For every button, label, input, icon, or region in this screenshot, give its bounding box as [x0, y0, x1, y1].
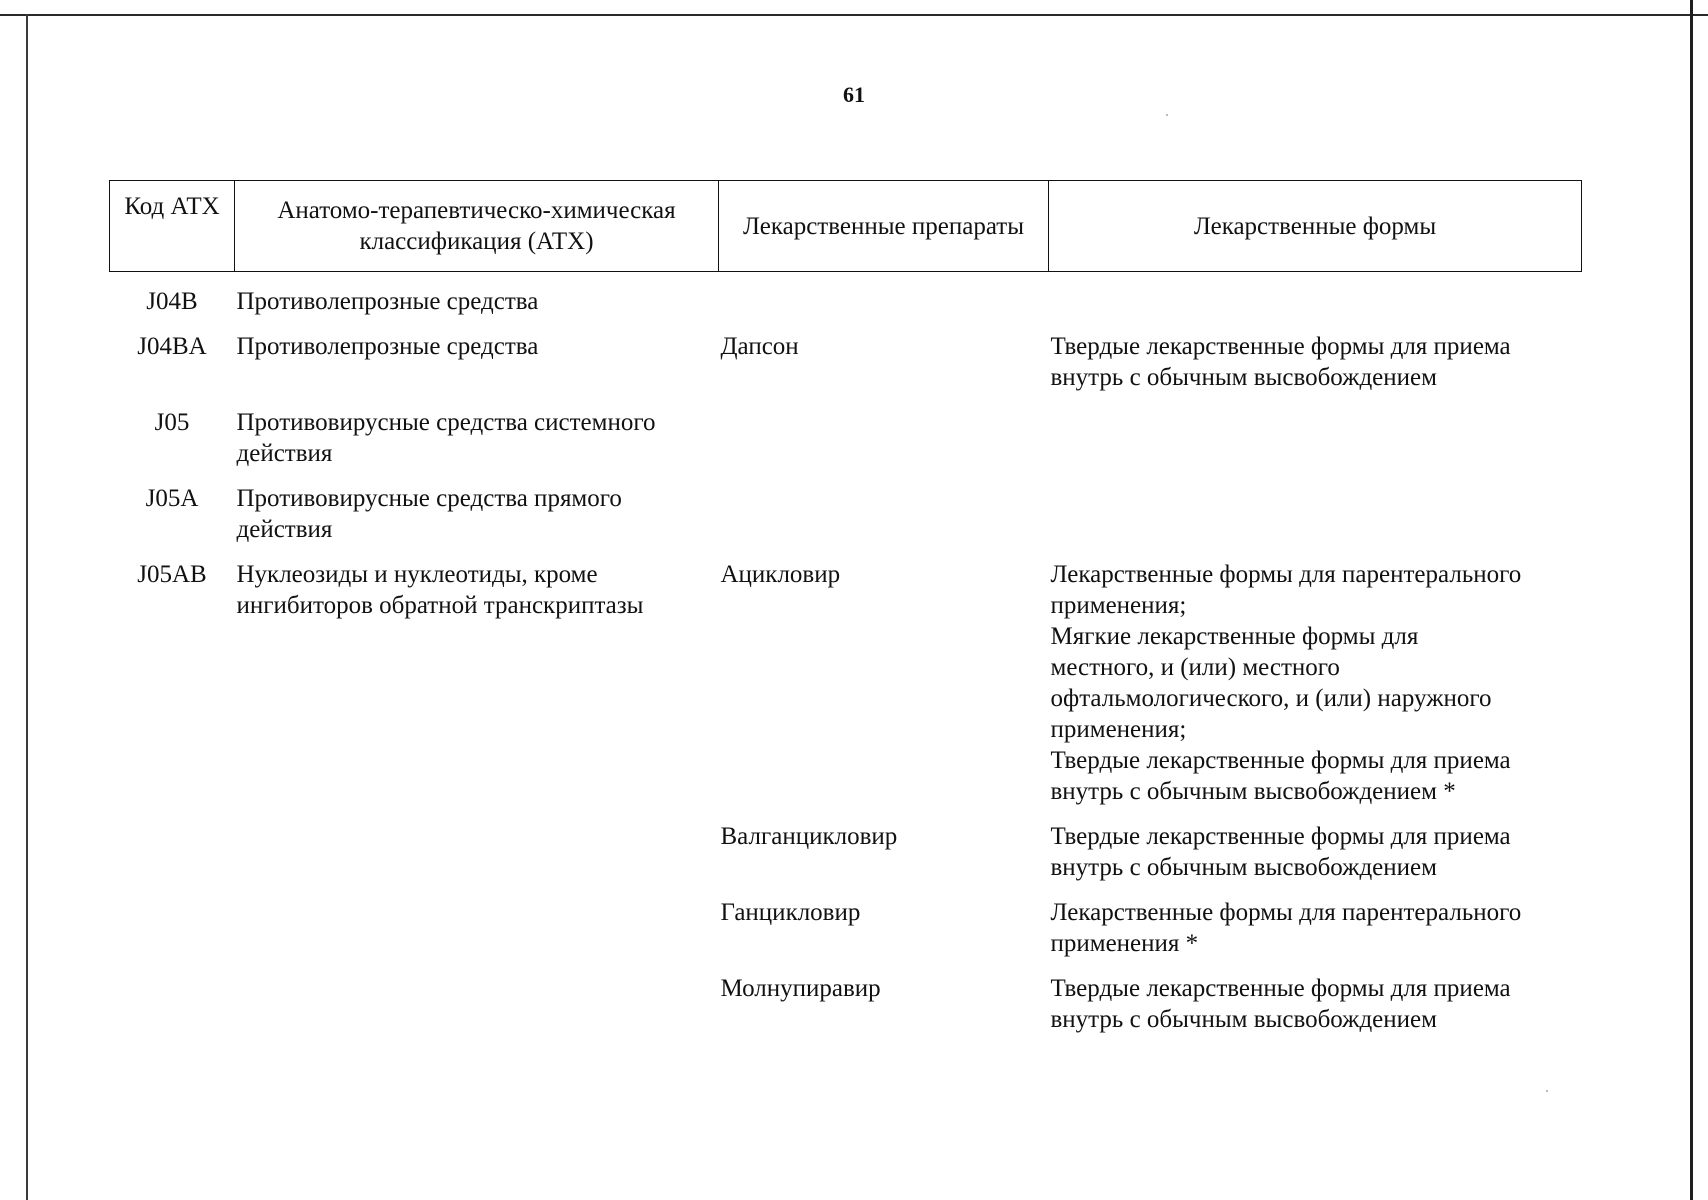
- row-spacer: [110, 469, 1582, 483]
- atc-code-cell: J05A: [145, 485, 199, 512]
- dosage-form-line: Твердые лекарственные формы для приема: [1050, 333, 1511, 360]
- row-spacer: [110, 807, 1582, 821]
- dosage-form-line: внутрь с обычным высвобождением: [1050, 1006, 1437, 1033]
- classification-cell: [235, 407, 719, 469]
- header-classification-line: Анатомо-терапевтическо-химическая: [277, 197, 676, 224]
- dosage-form-line: Твердые лекарственные формы для приема: [1050, 975, 1511, 1002]
- row-spacer-cell: [110, 393, 1582, 407]
- row-spacer: [110, 317, 1582, 331]
- drug-cell: Ацикловир: [720, 561, 841, 588]
- table-row: [110, 897, 1582, 959]
- dosage-form-line: применения;: [1050, 592, 1187, 619]
- row-spacer-cell: [110, 272, 1582, 287]
- dosage-form-line: Лекарственные формы для парентерального: [1050, 561, 1522, 588]
- atc-code-cell: [110, 897, 235, 959]
- header-classification-line: классификация (АТХ): [359, 228, 594, 255]
- classification-cell: [235, 331, 719, 393]
- dosage-form-cell: [1049, 407, 1582, 469]
- dosage-form-cell: [1049, 331, 1582, 393]
- dosage-form-line: внутрь с обычным высвобождением *: [1050, 778, 1456, 805]
- drug-cell: Молнупиравир: [720, 975, 881, 1002]
- table-row: [110, 973, 1582, 1035]
- row-spacer-cell: [110, 317, 1582, 331]
- classification-cell: [235, 973, 719, 1035]
- dosage-form-cell: [1049, 973, 1582, 1035]
- header-classification: [235, 181, 719, 272]
- dosage-form-cell: [1049, 821, 1582, 883]
- scan-top-edge: [0, 14, 1708, 16]
- drug-cell: Дапсон: [720, 333, 799, 360]
- row-spacer-cell: [110, 807, 1582, 821]
- dosage-form-line: внутрь с обычным высвобождением: [1050, 854, 1437, 881]
- atc-code-cell: J04BA: [137, 333, 207, 360]
- atc-code-cell: [110, 821, 235, 883]
- atc-code-cell: [110, 973, 235, 1035]
- row-spacer-cell: [110, 469, 1582, 483]
- classification-line: действия: [236, 516, 333, 543]
- row-spacer-cell: [110, 883, 1582, 897]
- atc-table: [109, 180, 1582, 1035]
- dosage-form-line: применения;: [1050, 716, 1187, 743]
- dosage-form-line: Лекарственные формы для парентерального: [1050, 899, 1522, 926]
- classification-line: Противовирусные средства прямого: [236, 485, 622, 512]
- scan-speck: [1166, 114, 1168, 116]
- table-body: [110, 272, 1582, 1036]
- dosage-form-cell: [1049, 897, 1582, 959]
- table-row: [110, 483, 1582, 545]
- table-row: [110, 821, 1582, 883]
- classification-cell: [235, 559, 719, 807]
- row-spacer-cell: [110, 545, 1582, 559]
- scan-left-edge: [26, 14, 28, 1200]
- dosage-form-line: Твердые лекарственные формы для приема: [1050, 823, 1511, 850]
- dosage-form-cell: [1049, 286, 1582, 317]
- header-code: Код АТХ: [110, 181, 235, 272]
- dosage-form-line: применения *: [1050, 930, 1199, 957]
- classification-line: ингибиторов обратной транскриптазы: [236, 592, 644, 619]
- row-spacer: [110, 393, 1582, 407]
- row-spacer: [110, 883, 1582, 897]
- row-spacer-cell: [110, 959, 1582, 973]
- classification-line: Нуклеозиды и нуклеотиды, кроме: [236, 561, 598, 588]
- drug-cell: [719, 483, 1049, 545]
- atc-code-cell: J04B: [146, 288, 198, 315]
- dosage-form-line: внутрь с обычным высвобождением: [1050, 364, 1437, 391]
- drug-cell: Ганцикловир: [720, 899, 861, 926]
- table-header-row: [110, 181, 1582, 272]
- table-row: [110, 331, 1582, 393]
- row-spacer: [110, 272, 1582, 287]
- page-number: 61: [843, 82, 865, 107]
- drug-cell: Валганцикловир: [720, 823, 898, 850]
- classification-line: Противолепрозные средства: [236, 288, 539, 315]
- atc-code-cell: J05AB: [137, 561, 207, 588]
- dosage-form-line: местного, и (или) местного: [1050, 654, 1340, 681]
- drug-cell: [719, 407, 1049, 469]
- classification-cell: [235, 483, 719, 545]
- header-forms: Лекарственные формы: [1049, 181, 1582, 272]
- scan-right-edge: [1690, 0, 1693, 1200]
- row-spacer: [110, 959, 1582, 973]
- atc-code-cell: J05: [154, 409, 190, 436]
- row-spacer: [110, 545, 1582, 559]
- classification-cell: [235, 897, 719, 959]
- classification-line: Противовирусные средства системного: [236, 409, 656, 436]
- classification-cell: [235, 286, 719, 317]
- table-row: [110, 407, 1582, 469]
- classification-line: действия: [236, 440, 333, 467]
- dosage-form-line: офтальмологического, и (или) наружного: [1050, 685, 1492, 712]
- classification-line: Противолепрозные средства: [236, 333, 539, 360]
- table-row: [110, 559, 1582, 807]
- dosage-form-cell: [1049, 483, 1582, 545]
- scan-speck: [1546, 1090, 1548, 1092]
- dosage-form-cell: [1049, 559, 1582, 807]
- dosage-form-line: Твердые лекарственные формы для приема: [1050, 747, 1511, 774]
- table-row: [110, 286, 1582, 317]
- header-drugs: Лекарственные препараты: [719, 181, 1049, 272]
- classification-cell: [235, 821, 719, 883]
- dosage-form-line: Мягкие лекарственные формы для: [1050, 623, 1419, 650]
- drug-cell: [719, 286, 1049, 317]
